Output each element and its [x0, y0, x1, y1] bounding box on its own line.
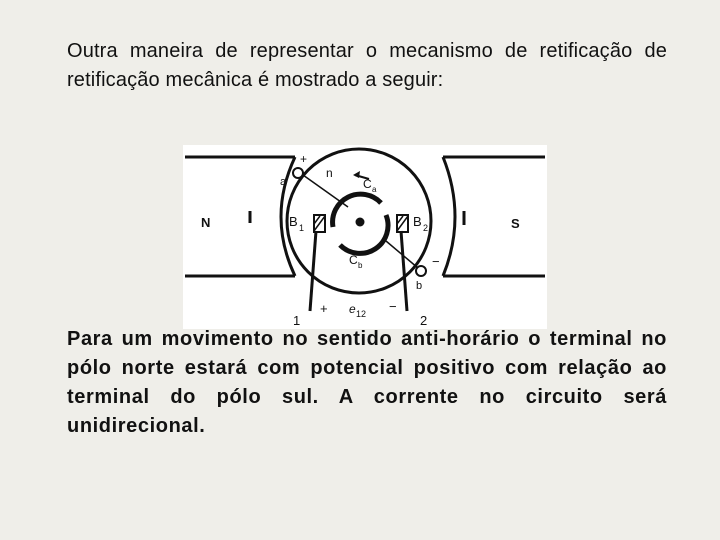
output-plus: +	[320, 301, 328, 316]
emf-label-sub: 12	[356, 309, 367, 319]
segment-cb-main: C	[349, 253, 358, 267]
brush-b2	[397, 215, 408, 232]
segment-ca-main: C	[363, 177, 372, 191]
pole-label-s: S	[511, 216, 520, 231]
segment-cb-sub: b	[358, 261, 363, 270]
output-terminal-2: 2	[420, 313, 428, 328]
conductor-n-label: n	[326, 166, 333, 180]
terminal-b	[416, 266, 426, 276]
commutator-drawing	[183, 145, 547, 329]
rectifier-diagram	[183, 145, 547, 329]
emf-label-main: e	[349, 302, 356, 316]
shaft-dot	[356, 218, 365, 227]
pole-label-n: N	[201, 215, 211, 230]
terminal-b-label: b	[416, 280, 423, 292]
brush-b2-sub: 2	[423, 223, 429, 233]
terminal-a-label: a	[280, 176, 287, 188]
segment-ca-sub: a	[372, 185, 377, 194]
brush-b1-sub: 1	[299, 223, 305, 233]
plus-sign-top: +	[300, 152, 308, 166]
south-pole	[443, 157, 545, 276]
brush-b2-main: B	[413, 214, 422, 229]
terminal-a	[293, 168, 303, 178]
caption-paragraph: Para um movimento no sentido anti-horário o terminal no pólo norte estará com potencial positivo com relação ao terminal do pólo sul. A corrente no circuito será unidirecional.	[67, 328, 667, 437]
minus-sign-right: −	[432, 254, 440, 269]
brush-b1-main: B	[289, 214, 298, 229]
output-minus: −	[389, 299, 397, 314]
intro-paragraph: Outra maneira de representar o mecanismo de retificação de retificação mecânica é mostrado a seguir:	[67, 40, 667, 91]
brush-b1	[314, 215, 325, 232]
output-terminal-1: 1	[293, 313, 301, 328]
